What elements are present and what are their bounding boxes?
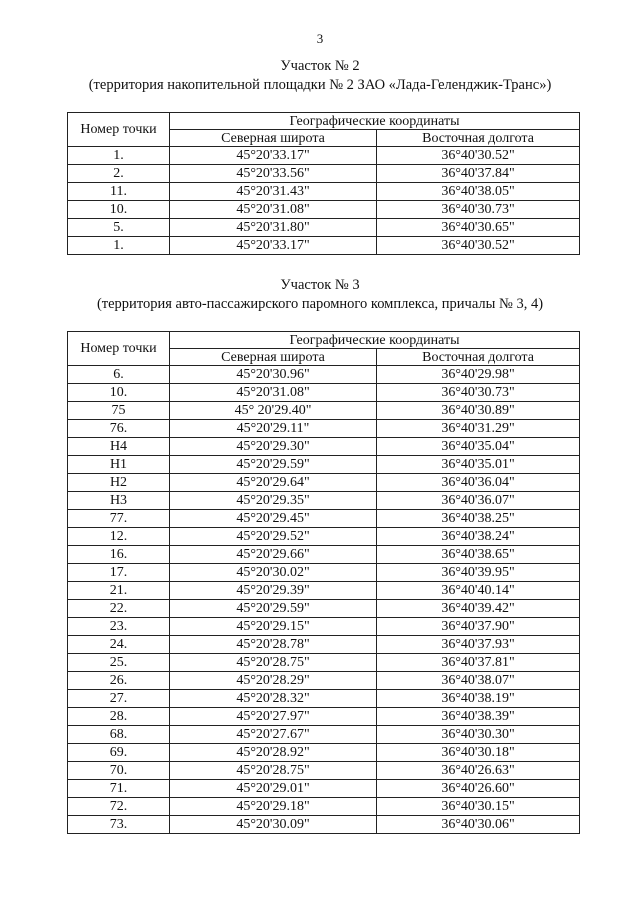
north-latitude-cell: 45°20'29.11" xyxy=(170,420,377,438)
north-latitude-cell: 45°20'31.43" xyxy=(170,183,377,201)
east-longitude-cell: 36°40'35.01" xyxy=(377,456,580,474)
table-row xyxy=(68,366,580,384)
header-east-longitude: Восточная долгота xyxy=(377,130,580,147)
north-latitude-cell: 45°20'33.56" xyxy=(170,165,377,183)
table-row xyxy=(68,201,580,219)
east-longitude-cell: 36°40'30.73" xyxy=(377,201,580,219)
north-latitude-cell: 45°20'29.59" xyxy=(170,600,377,618)
table-row xyxy=(68,420,580,438)
section-2-title: Участок № 2 xyxy=(280,58,360,74)
point-number-cell: 12. xyxy=(68,528,170,546)
point-number-cell: H3 xyxy=(68,492,170,510)
east-longitude-cell: 36°40'30.15" xyxy=(377,798,580,816)
east-longitude-cell: 36°40'40.14" xyxy=(377,582,580,600)
north-latitude-cell: 45°20'28.75" xyxy=(170,654,377,672)
north-latitude-cell: 45°20'28.75" xyxy=(170,762,377,780)
table-row xyxy=(68,546,580,564)
point-number-cell: 10. xyxy=(68,384,170,402)
north-latitude-cell: 45°20'29.59" xyxy=(170,456,377,474)
point-number-cell: 72. xyxy=(68,798,170,816)
north-latitude-cell: 45°20'28.32" xyxy=(170,690,377,708)
point-number-cell: 1. xyxy=(68,237,170,255)
header-geo-coordinates: Географические координаты xyxy=(170,332,580,349)
point-number-cell: 2. xyxy=(68,165,170,183)
table-row xyxy=(68,492,580,510)
north-latitude-cell: 45°20'29.52" xyxy=(170,528,377,546)
point-number-cell: 1. xyxy=(68,147,170,165)
point-number-cell: 10. xyxy=(68,201,170,219)
east-longitude-cell: 36°40'37.81" xyxy=(377,654,580,672)
east-longitude-cell: 36°40'37.90" xyxy=(377,618,580,636)
point-number-cell: 5. xyxy=(68,219,170,237)
table-row xyxy=(68,726,580,744)
table-row xyxy=(68,237,580,255)
point-number-cell: H2 xyxy=(68,474,170,492)
north-latitude-cell: 45°20'29.18" xyxy=(170,798,377,816)
table-row xyxy=(68,798,580,816)
table-row xyxy=(68,402,580,420)
point-number-cell: 6. xyxy=(68,366,170,384)
east-longitude-cell: 36°40'30.06" xyxy=(377,816,580,834)
header-point-number: Номер точки xyxy=(68,113,170,147)
table-row xyxy=(68,183,580,201)
table-row xyxy=(68,744,580,762)
point-number-cell: 28. xyxy=(68,708,170,726)
header-east-longitude: Восточная долгота xyxy=(377,349,580,366)
table-row xyxy=(68,816,580,834)
section-3-subtitle: (территория авто-пассажирского паромного комплекса, причалы № 3, 4) xyxy=(96,296,544,312)
north-latitude-cell: 45°20'28.92" xyxy=(170,744,377,762)
north-latitude-cell: 45°20'30.96" xyxy=(170,366,377,384)
point-number-cell: 26. xyxy=(68,672,170,690)
table-row xyxy=(68,147,580,165)
table-row xyxy=(68,600,580,618)
header-point-number: Номер точки xyxy=(68,332,170,366)
point-number-cell: 71. xyxy=(68,780,170,798)
point-number-cell: 24. xyxy=(68,636,170,654)
table-row xyxy=(68,708,580,726)
east-longitude-cell: 36°40'38.07" xyxy=(377,672,580,690)
east-longitude-cell: 36°40'35.04" xyxy=(377,438,580,456)
north-latitude-cell: 45° 20'29.40" xyxy=(170,402,377,420)
section-3-title: Участок № 3 xyxy=(280,277,360,293)
point-number-cell: 25. xyxy=(68,654,170,672)
point-number-cell: 73. xyxy=(68,816,170,834)
north-latitude-cell: 45°20'29.01" xyxy=(170,780,377,798)
east-longitude-cell: 36°40'36.07" xyxy=(377,492,580,510)
point-number-cell: 68. xyxy=(68,726,170,744)
north-latitude-cell: 45°20'29.30" xyxy=(170,438,377,456)
north-latitude-cell: 45°20'27.67" xyxy=(170,726,377,744)
east-longitude-cell: 36°40'38.65" xyxy=(377,546,580,564)
east-longitude-cell: 36°40'38.25" xyxy=(377,510,580,528)
section-3-coordinates-table xyxy=(67,331,580,834)
east-longitude-cell: 36°40'39.95" xyxy=(377,564,580,582)
north-latitude-cell: 45°20'33.17" xyxy=(170,237,377,255)
north-latitude-cell: 45°20'29.45" xyxy=(170,510,377,528)
section-2-coordinates-table xyxy=(67,112,580,255)
page-number: 3 xyxy=(316,31,324,46)
north-latitude-cell: 45°20'28.29" xyxy=(170,672,377,690)
east-longitude-cell: 36°40'37.84" xyxy=(377,165,580,183)
north-latitude-cell: 45°20'29.35" xyxy=(170,492,377,510)
east-longitude-cell: 36°40'36.04" xyxy=(377,474,580,492)
section-2-rows xyxy=(68,147,580,255)
point-number-cell: H4 xyxy=(68,438,170,456)
east-longitude-cell: 36°40'30.18" xyxy=(377,744,580,762)
east-longitude-cell: 36°40'38.24" xyxy=(377,528,580,546)
table-row xyxy=(68,690,580,708)
north-latitude-cell: 45°20'33.17" xyxy=(170,147,377,165)
point-number-cell: 11. xyxy=(68,183,170,201)
east-longitude-cell: 36°40'29.98" xyxy=(377,366,580,384)
point-number-cell: 69. xyxy=(68,744,170,762)
point-number-cell: 17. xyxy=(68,564,170,582)
north-latitude-cell: 45°20'29.15" xyxy=(170,618,377,636)
north-latitude-cell: 45°20'28.78" xyxy=(170,636,377,654)
east-longitude-cell: 36°40'30.52" xyxy=(377,147,580,165)
north-latitude-cell: 45°20'29.39" xyxy=(170,582,377,600)
east-longitude-cell: 36°40'26.60" xyxy=(377,780,580,798)
table-row xyxy=(68,564,580,582)
table-row xyxy=(68,780,580,798)
header-geo-coordinates: Географические координаты xyxy=(170,113,580,130)
table-row xyxy=(68,762,580,780)
table-row xyxy=(68,510,580,528)
table-row xyxy=(68,456,580,474)
point-number-cell: 70. xyxy=(68,762,170,780)
point-number-cell: 76. xyxy=(68,420,170,438)
north-latitude-cell: 45°20'31.08" xyxy=(170,384,377,402)
east-longitude-cell: 36°40'38.05" xyxy=(377,183,580,201)
north-latitude-cell: 45°20'31.08" xyxy=(170,201,377,219)
east-longitude-cell: 36°40'30.65" xyxy=(377,219,580,237)
table-row xyxy=(68,654,580,672)
table-row xyxy=(68,618,580,636)
east-longitude-cell: 36°40'26.63" xyxy=(377,762,580,780)
section-2-subtitle: (территория накопительной площадки № 2 ЗАО «Лада-Геленджик-Транс») xyxy=(88,77,552,93)
point-number-cell: 16. xyxy=(68,546,170,564)
point-number-cell: 27. xyxy=(68,690,170,708)
table-row xyxy=(68,474,580,492)
point-number-cell: 21. xyxy=(68,582,170,600)
north-latitude-cell: 45°20'27.97" xyxy=(170,708,377,726)
section-3-rows xyxy=(68,366,580,834)
point-number-cell: H1 xyxy=(68,456,170,474)
north-latitude-cell: 45°20'30.09" xyxy=(170,816,377,834)
point-number-cell: 23. xyxy=(68,618,170,636)
east-longitude-cell: 36°40'30.89" xyxy=(377,402,580,420)
east-longitude-cell: 36°40'39.42" xyxy=(377,600,580,618)
table-row xyxy=(68,672,580,690)
table-row xyxy=(68,219,580,237)
east-longitude-cell: 36°40'30.73" xyxy=(377,384,580,402)
table-row xyxy=(68,528,580,546)
east-longitude-cell: 36°40'31.29" xyxy=(377,420,580,438)
east-longitude-cell: 36°40'38.19" xyxy=(377,690,580,708)
table-row xyxy=(68,165,580,183)
east-longitude-cell: 36°40'37.93" xyxy=(377,636,580,654)
table-row xyxy=(68,636,580,654)
table-row xyxy=(68,384,580,402)
point-number-cell: 75 xyxy=(68,402,170,420)
table-row xyxy=(68,438,580,456)
east-longitude-cell: 36°40'38.39" xyxy=(377,708,580,726)
north-latitude-cell: 45°20'29.66" xyxy=(170,546,377,564)
header-north-latitude: Северная широта xyxy=(170,349,377,366)
table-row xyxy=(68,582,580,600)
east-longitude-cell: 36°40'30.30" xyxy=(377,726,580,744)
header-north-latitude: Северная широта xyxy=(170,130,377,147)
north-latitude-cell: 45°20'30.02" xyxy=(170,564,377,582)
east-longitude-cell: 36°40'30.52" xyxy=(377,237,580,255)
north-latitude-cell: 45°20'31.80" xyxy=(170,219,377,237)
north-latitude-cell: 45°20'29.64" xyxy=(170,474,377,492)
point-number-cell: 77. xyxy=(68,510,170,528)
point-number-cell: 22. xyxy=(68,600,170,618)
